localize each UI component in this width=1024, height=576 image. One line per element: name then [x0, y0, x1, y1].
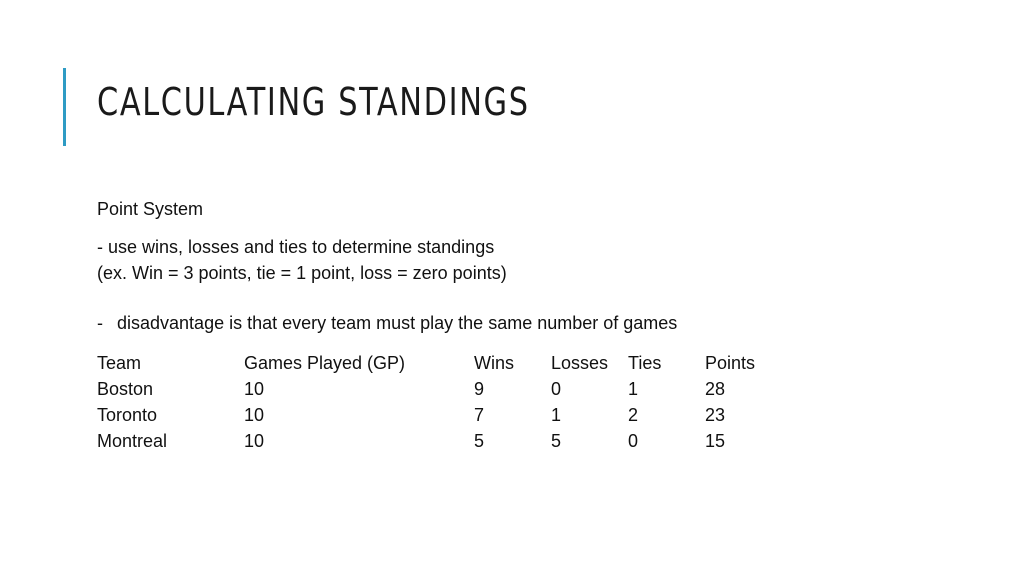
cell-team: Toronto — [97, 405, 158, 425]
standings-table — [97, 350, 775, 454]
table-row — [97, 402, 775, 428]
table-row — [97, 428, 775, 454]
cell-games-played: 10 — [244, 431, 265, 451]
cell-wins: 9 — [474, 379, 485, 399]
disadvantage-note — [97, 310, 977, 336]
cell-points: 15 — [705, 431, 726, 451]
cell-games-played: 10 — [244, 405, 265, 425]
slide-title: CALCULATING STANDINGS — [97, 80, 530, 124]
cell-wins: 5 — [474, 431, 485, 451]
cell-ties: 0 — [628, 431, 639, 451]
cell-wins: 7 — [474, 405, 485, 425]
cell-points: 28 — [705, 379, 726, 399]
header-team: Team — [97, 353, 142, 373]
point-system-heading: Point System — [97, 199, 204, 219]
note-dash: - — [97, 313, 103, 333]
cell-ties: 2 — [628, 405, 639, 425]
header-wins: Wins — [474, 353, 514, 373]
cell-team: Boston — [97, 379, 154, 399]
cell-losses: 1 — [551, 405, 562, 425]
header-games-played: Games Played (GP) — [244, 353, 406, 373]
spacer — [97, 286, 977, 310]
rules-line-2: (ex. Win = 3 points, tie = 1 point, loss = zero points) — [97, 263, 507, 283]
table-header-row — [97, 350, 775, 376]
cell-losses: 0 — [551, 379, 562, 399]
cell-team: Montreal — [97, 431, 168, 451]
table-row — [97, 376, 775, 402]
cell-ties: 1 — [628, 379, 639, 399]
header-points: Points — [705, 353, 756, 373]
cell-losses: 5 — [551, 431, 562, 451]
title-accent-bar — [63, 68, 66, 146]
cell-games-played: 10 — [244, 379, 265, 399]
header-ties: Ties — [628, 353, 662, 373]
cell-points: 23 — [705, 405, 726, 425]
slide-body — [97, 196, 977, 454]
header-losses: Losses — [551, 353, 609, 373]
note-text: disadvantage is that every team must play the same number of games — [117, 313, 678, 333]
rules-line-1: - use wins, losses and ties to determine standings — [97, 237, 495, 257]
